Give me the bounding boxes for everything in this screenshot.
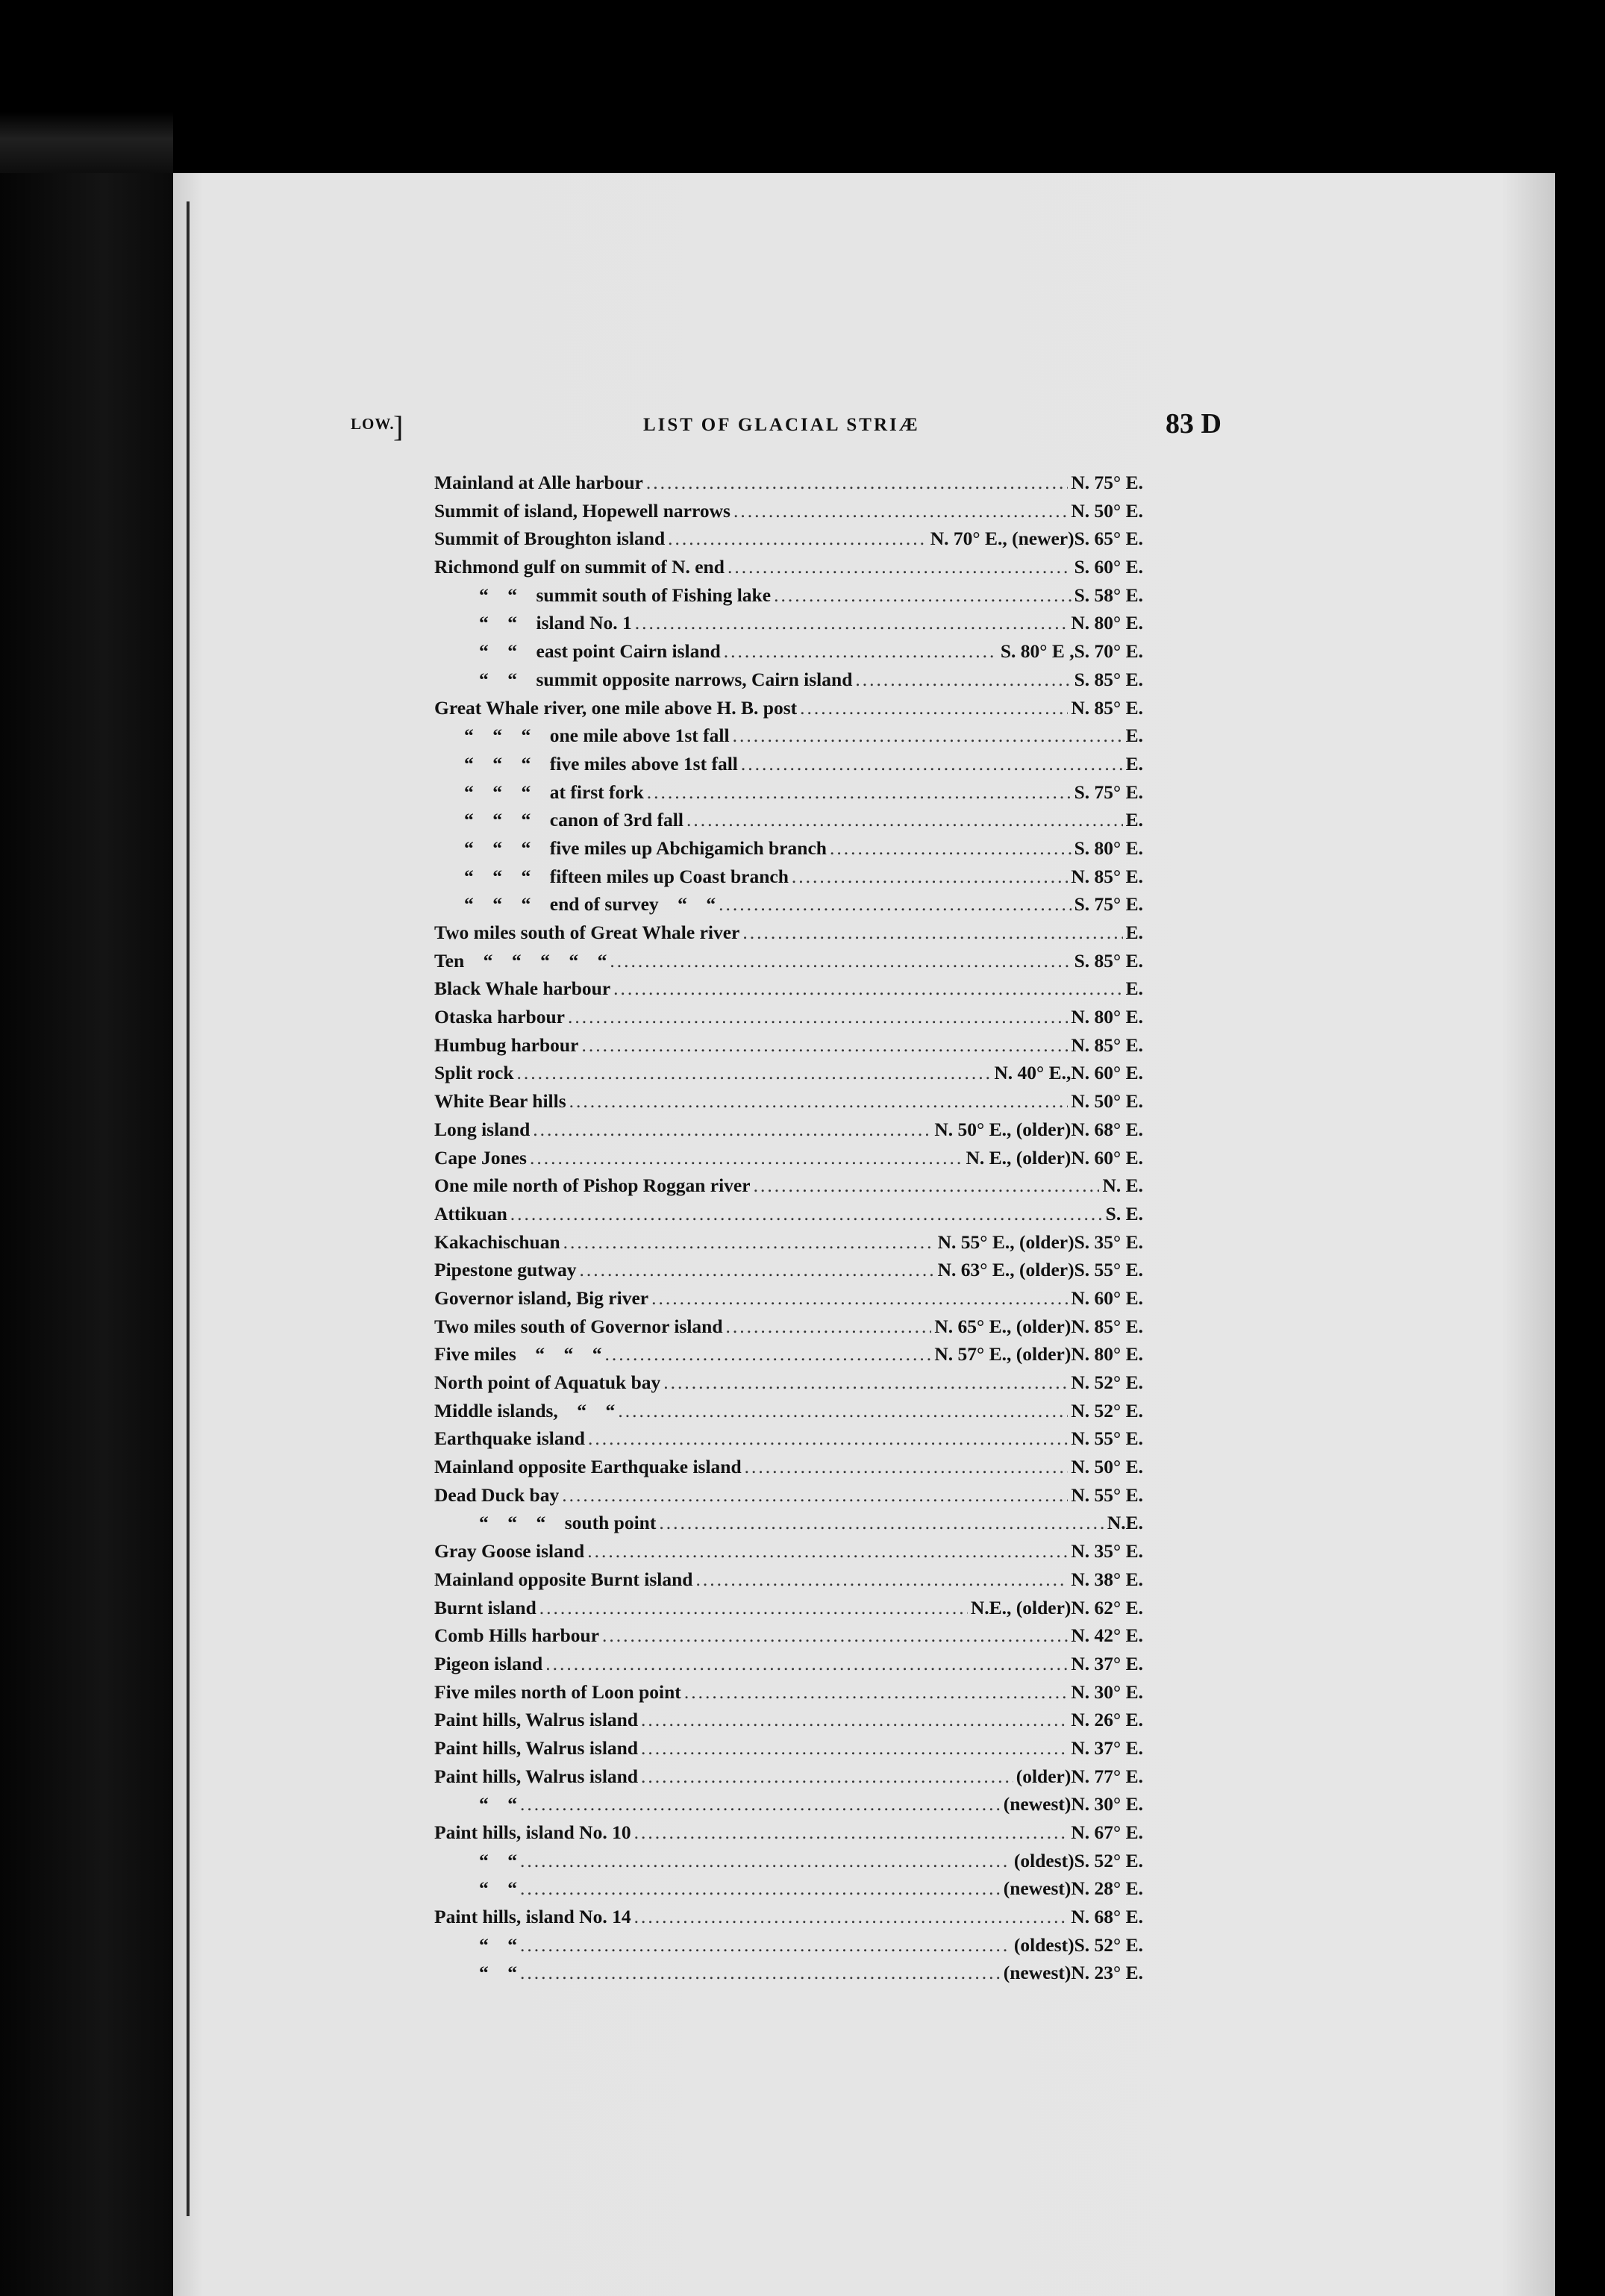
striae-bearing: E. bbox=[1125, 977, 1143, 1000]
list-item bbox=[434, 1959, 1143, 1987]
striae-bearing: N. 26° E. bbox=[1071, 1709, 1143, 1731]
list-item bbox=[434, 1762, 1143, 1791]
leader-dots bbox=[545, 1650, 1068, 1678]
leader-dots bbox=[792, 863, 1068, 891]
striae-bearing: N. 67° E. bbox=[1071, 1821, 1143, 1843]
location-label: Otaska harbour bbox=[434, 1006, 565, 1028]
striae-bearing: N. 30° E. bbox=[1071, 1793, 1143, 1815]
location-label: Mainland opposite Burnt island bbox=[434, 1568, 693, 1590]
location-label: “ “ bbox=[479, 1933, 517, 1956]
leader-dots bbox=[774, 581, 1071, 610]
leader-dots bbox=[724, 637, 998, 666]
leader-dots bbox=[733, 722, 1123, 750]
striae-bearing: N. E. bbox=[1102, 1174, 1143, 1197]
leader-dots bbox=[830, 834, 1071, 863]
scan-shadow bbox=[0, 112, 173, 179]
location-label: Paint hills, Walrus island bbox=[434, 1765, 639, 1787]
location-label: “ “ bbox=[479, 1793, 517, 1815]
location-label: Kakachischuan bbox=[434, 1230, 560, 1253]
list-item bbox=[434, 1228, 1143, 1257]
leader-dots bbox=[587, 1537, 1068, 1565]
secondary-bearing: (newest) bbox=[1003, 1877, 1071, 1900]
location-label: Earthquake island bbox=[434, 1427, 585, 1450]
striae-bearing: S. 70° E. bbox=[1074, 640, 1143, 663]
location-label: Ten “ “ “ “ “ bbox=[434, 949, 607, 972]
page-title: LIST OF GLACIAL STRIÆ bbox=[643, 415, 920, 435]
striae-bearing: N. 85° E. bbox=[1071, 1315, 1143, 1337]
location-label: Humbug harbour bbox=[434, 1033, 579, 1056]
striae-bearing: N. 50° E. bbox=[1071, 499, 1143, 522]
striae-bearing: S. 65° E. bbox=[1074, 528, 1143, 550]
leader-dots bbox=[641, 1734, 1068, 1762]
leader-dots bbox=[533, 1116, 931, 1144]
leader-dots bbox=[741, 750, 1123, 778]
list-item bbox=[434, 947, 1143, 975]
scan-gutter-right bbox=[1555, 173, 1605, 2296]
striae-bearing: N. 38° E. bbox=[1071, 1568, 1143, 1590]
location-label: “ “ bbox=[479, 1962, 517, 1984]
secondary-bearing: N. 65° E., (older) bbox=[934, 1315, 1071, 1337]
location-label: Gray Goose island bbox=[434, 1540, 585, 1563]
leader-dots bbox=[517, 1059, 992, 1087]
striae-bearing: E. bbox=[1125, 752, 1143, 775]
striae-bearing: N. 52° E. bbox=[1071, 1399, 1143, 1421]
list-item bbox=[434, 525, 1143, 553]
secondary-bearing: N. E., (older) bbox=[966, 1146, 1071, 1169]
list-item bbox=[434, 1003, 1143, 1031]
location-label: “ “ “ south point bbox=[479, 1512, 657, 1534]
secondary-bearing: (older) bbox=[1016, 1765, 1071, 1787]
leader-dots bbox=[520, 1790, 1001, 1818]
striae-bearing: N. 85° E. bbox=[1071, 865, 1143, 887]
list-item bbox=[434, 1059, 1143, 1087]
striae-bearing: N. 55° E. bbox=[1071, 1483, 1143, 1506]
list-item bbox=[434, 1368, 1143, 1397]
leader-dots bbox=[726, 1313, 932, 1341]
leader-dots bbox=[745, 1453, 1069, 1481]
leader-dots bbox=[668, 525, 927, 553]
striae-bearing: S. 55° E. bbox=[1074, 1259, 1143, 1281]
striae-bearing: N. 80° E. bbox=[1071, 612, 1143, 634]
striae-bearing: N. 68° E. bbox=[1071, 1118, 1143, 1140]
location-label: Paint hills, island No. 10 bbox=[434, 1821, 631, 1843]
list-item bbox=[434, 1678, 1143, 1707]
striae-bearing: S. 52° E. bbox=[1074, 1849, 1143, 1871]
leader-dots bbox=[663, 1368, 1068, 1397]
list-item bbox=[434, 722, 1143, 750]
list-item bbox=[434, 890, 1143, 919]
location-label: Paint hills, island No. 14 bbox=[434, 1906, 631, 1928]
leader-dots bbox=[568, 1003, 1068, 1031]
location-label: Middle islands, “ “ bbox=[434, 1399, 616, 1421]
location-label: Paint hills, Walrus island bbox=[434, 1709, 639, 1731]
leader-dots bbox=[719, 890, 1071, 919]
secondary-bearing: N. 63° E., (older) bbox=[937, 1259, 1074, 1281]
location-label: “ “ “ one mile above 1st fall bbox=[464, 725, 730, 747]
leader-dots bbox=[754, 1172, 1100, 1200]
list-item bbox=[434, 553, 1143, 581]
striae-bearing: N. 80° E. bbox=[1071, 1006, 1143, 1028]
striae-bearing: N. 60° E. bbox=[1071, 1286, 1143, 1309]
list-item bbox=[434, 1874, 1143, 1903]
list-item bbox=[434, 1537, 1143, 1565]
striae-list bbox=[434, 469, 1143, 1987]
running-head-left: LOW. bbox=[351, 415, 395, 433]
striae-bearing: N. 75° E. bbox=[1071, 472, 1143, 493]
striae-bearing: E. bbox=[1125, 922, 1143, 943]
leader-dots bbox=[569, 1087, 1069, 1116]
striae-bearing: S. 75° E. bbox=[1074, 893, 1143, 916]
list-item bbox=[434, 1847, 1143, 1875]
scan-gutter-left bbox=[0, 173, 173, 2296]
leader-dots bbox=[635, 609, 1069, 637]
leader-dots bbox=[563, 1228, 935, 1257]
location-label: Pigeon island bbox=[434, 1652, 543, 1674]
list-item bbox=[434, 1031, 1143, 1060]
leader-dots bbox=[520, 1874, 1001, 1903]
leader-dots bbox=[562, 1481, 1068, 1510]
striae-bearing: N. 85° E. bbox=[1071, 1033, 1143, 1056]
location-label: “ “ “ five miles above 1st fall bbox=[464, 752, 738, 775]
location-label: “ “ island No. 1 bbox=[479, 612, 632, 634]
secondary-bearing: (oldest) bbox=[1013, 1849, 1074, 1871]
location-label: Five miles north of Loon point bbox=[434, 1680, 681, 1703]
secondary-bearing: N. 70° E., (newer) bbox=[930, 528, 1074, 550]
leader-dots bbox=[695, 1565, 1068, 1594]
striae-bearing: N. 35° E. bbox=[1071, 1540, 1143, 1563]
leader-dots bbox=[588, 1424, 1068, 1453]
list-item bbox=[434, 581, 1143, 610]
striae-bearing: N. 77° E. bbox=[1071, 1765, 1143, 1787]
location-label: “ “ “ five miles up Abchigamich branch bbox=[464, 836, 827, 859]
leader-dots bbox=[742, 919, 1122, 947]
page-edge-line bbox=[187, 201, 190, 2216]
secondary-bearing: (oldest) bbox=[1013, 1933, 1074, 1956]
list-item bbox=[434, 469, 1143, 497]
location-label: Cape Jones bbox=[434, 1146, 527, 1169]
location-label: “ “ bbox=[479, 1877, 517, 1900]
leader-dots bbox=[686, 806, 1123, 834]
striae-bearing: S. E. bbox=[1105, 1202, 1143, 1224]
leader-dots bbox=[605, 1340, 932, 1368]
leader-dots bbox=[733, 497, 1068, 525]
leader-dots bbox=[800, 694, 1068, 722]
list-item bbox=[434, 1734, 1143, 1762]
striae-bearing: S. 85° E. bbox=[1074, 668, 1143, 690]
list-item bbox=[434, 497, 1143, 525]
striae-bearing: N. 37° E. bbox=[1071, 1652, 1143, 1674]
location-label: Two miles south of Governor island bbox=[434, 1315, 723, 1337]
location-label: Pipestone gutway bbox=[434, 1259, 577, 1281]
striae-bearing: N. 85° E. bbox=[1071, 696, 1143, 719]
location-label: Attikuan bbox=[434, 1202, 507, 1224]
location-label: Governor island, Big river bbox=[434, 1286, 649, 1309]
location-label: Split rock bbox=[434, 1062, 514, 1084]
list-item bbox=[434, 806, 1143, 834]
list-item bbox=[434, 1313, 1143, 1341]
striae-bearing: E. bbox=[1125, 809, 1143, 831]
striae-bearing: S. 35° E. bbox=[1074, 1230, 1143, 1253]
leader-dots bbox=[651, 1284, 1068, 1313]
striae-bearing: N. 23° E. bbox=[1071, 1962, 1143, 1984]
striae-bearing: S. 60° E. bbox=[1074, 556, 1143, 578]
striae-bearing: N. 60° E. bbox=[1071, 1062, 1143, 1084]
list-item bbox=[434, 778, 1143, 807]
location-label: “ “ “ canon of 3rd fall bbox=[464, 809, 683, 831]
list-item bbox=[434, 750, 1143, 778]
list-item bbox=[434, 1706, 1143, 1734]
leader-dots bbox=[641, 1762, 1013, 1791]
list-item bbox=[434, 975, 1143, 1003]
list-item bbox=[434, 1256, 1143, 1284]
leader-dots bbox=[646, 469, 1069, 497]
list-item bbox=[434, 1340, 1143, 1368]
list-item bbox=[434, 1650, 1143, 1678]
leader-dots bbox=[659, 1509, 1104, 1537]
leader-dots bbox=[618, 1397, 1068, 1425]
list-item bbox=[434, 1509, 1143, 1537]
striae-bearing: N. 68° E. bbox=[1071, 1906, 1143, 1928]
list-item bbox=[434, 1565, 1143, 1594]
list-item bbox=[434, 1594, 1143, 1622]
location-label: Five miles “ “ “ bbox=[434, 1343, 602, 1366]
leader-dots bbox=[647, 778, 1071, 807]
location-label: “ “ “ end of survey “ “ bbox=[464, 893, 716, 916]
leader-dots bbox=[728, 553, 1071, 581]
list-item bbox=[434, 1284, 1143, 1313]
leader-dots bbox=[520, 1847, 1011, 1875]
leader-dots bbox=[520, 1931, 1011, 1959]
location-label: Summit of island, Hopewell narrows bbox=[434, 499, 730, 522]
list-item bbox=[434, 919, 1143, 947]
list-item bbox=[434, 666, 1143, 694]
location-label: One mile north of Pishop Roggan river bbox=[434, 1174, 751, 1197]
list-item bbox=[434, 1481, 1143, 1510]
striae-bearing: N. 60° E. bbox=[1071, 1146, 1143, 1169]
location-label: North point of Aquatuk bay bbox=[434, 1371, 661, 1393]
striae-bearing: N. 52° E. bbox=[1071, 1371, 1143, 1393]
striae-bearing: N. 50° E. bbox=[1071, 1456, 1143, 1478]
list-item bbox=[434, 1200, 1143, 1228]
list-item bbox=[434, 1172, 1143, 1200]
leader-dots bbox=[641, 1706, 1068, 1734]
location-label: Black Whale harbour bbox=[434, 977, 611, 1000]
list-item bbox=[434, 609, 1143, 637]
leader-dots bbox=[510, 1200, 1103, 1228]
location-label: White Bear hills bbox=[434, 1090, 566, 1113]
location-label: “ “ east point Cairn island bbox=[479, 640, 721, 663]
location-label: Comb Hills harbour bbox=[434, 1624, 600, 1647]
list-item bbox=[434, 694, 1143, 722]
striae-bearing: N. 50° E. bbox=[1071, 1090, 1143, 1113]
location-label: “ “ “ at first fork bbox=[464, 781, 644, 803]
list-item bbox=[434, 1116, 1143, 1144]
leader-dots bbox=[610, 947, 1071, 975]
secondary-bearing: (newest) bbox=[1003, 1962, 1071, 1984]
leader-dots bbox=[602, 1621, 1068, 1650]
location-label: Long island bbox=[434, 1118, 531, 1140]
list-item bbox=[434, 1790, 1143, 1818]
striae-bearing: N. 28° E. bbox=[1071, 1877, 1143, 1900]
secondary-bearing: N. 57° E., (older) bbox=[934, 1343, 1071, 1366]
secondary-bearing: N. 40° E., bbox=[994, 1062, 1071, 1084]
striae-bearing: N. 80° E. bbox=[1071, 1343, 1143, 1366]
leader-dots bbox=[634, 1903, 1069, 1931]
location-label: “ “ summit opposite narrows, Cairn island bbox=[479, 668, 853, 690]
page-header bbox=[173, 410, 1555, 455]
striae-bearing: S. 58° E. bbox=[1074, 584, 1143, 606]
leader-dots bbox=[520, 1959, 1001, 1987]
striae-bearing: N. 37° E. bbox=[1071, 1736, 1143, 1759]
list-item bbox=[434, 1087, 1143, 1116]
striae-bearing: N. 55° E. bbox=[1071, 1427, 1143, 1450]
list-item bbox=[434, 1453, 1143, 1481]
location-label: Burnt island bbox=[434, 1596, 536, 1618]
striae-bearing: N.E. bbox=[1107, 1512, 1143, 1534]
striae-bearing: N. 42° E. bbox=[1071, 1624, 1143, 1647]
leader-dots bbox=[855, 666, 1071, 694]
leader-dots bbox=[684, 1678, 1069, 1707]
list-item bbox=[434, 863, 1143, 891]
location-label: Paint hills, Walrus island bbox=[434, 1736, 639, 1759]
location-label: Mainland opposite Earthquake island bbox=[434, 1456, 742, 1478]
location-label: Great Whale river, one mile above H. B. post bbox=[434, 696, 798, 719]
page-number: 83 D bbox=[1166, 408, 1221, 440]
location-label: Mainland at Alle harbour bbox=[434, 472, 643, 493]
location-label: Richmond gulf on summit of N. end bbox=[434, 556, 725, 578]
secondary-bearing: S. 80° E , bbox=[1000, 640, 1074, 663]
list-item bbox=[434, 1903, 1143, 1931]
striae-bearing: S. 75° E. bbox=[1074, 781, 1143, 803]
leader-dots bbox=[581, 1031, 1068, 1060]
location-label: Dead Duck bay bbox=[434, 1483, 560, 1506]
list-item bbox=[434, 834, 1143, 863]
leader-dots bbox=[613, 975, 1122, 1003]
striae-bearing: S. 52° E. bbox=[1074, 1933, 1143, 1956]
list-item bbox=[434, 1424, 1143, 1453]
location-label: “ “ summit south of Fishing lake bbox=[479, 584, 772, 606]
secondary-bearing: N. 55° E., (older) bbox=[937, 1230, 1074, 1253]
location-label: Two miles south of Great Whale river bbox=[434, 922, 740, 943]
secondary-bearing: (newest) bbox=[1003, 1793, 1071, 1815]
striae-bearing: S. 80° E. bbox=[1074, 836, 1143, 859]
list-item bbox=[434, 637, 1143, 666]
leader-dots bbox=[580, 1256, 935, 1284]
striae-bearing: E. bbox=[1125, 725, 1143, 747]
running-head-bracket: ] bbox=[393, 410, 404, 443]
location-label: “ “ bbox=[479, 1849, 517, 1871]
leader-dots bbox=[634, 1818, 1069, 1847]
leader-dots bbox=[530, 1144, 963, 1172]
secondary-bearing: N.E., (older) bbox=[970, 1596, 1071, 1618]
location-label: “ “ “ fifteen miles up Coast branch bbox=[464, 865, 789, 887]
striae-bearing: S. 85° E. bbox=[1074, 949, 1143, 972]
list-item bbox=[434, 1144, 1143, 1172]
striae-bearing: N. 62° E. bbox=[1071, 1596, 1143, 1618]
leader-dots bbox=[539, 1594, 968, 1622]
striae-bearing: N. 30° E. bbox=[1071, 1680, 1143, 1703]
list-item bbox=[434, 1397, 1143, 1425]
location-label: Summit of Broughton island bbox=[434, 528, 666, 550]
list-item bbox=[434, 1818, 1143, 1847]
secondary-bearing: N. 50° E., (older) bbox=[934, 1118, 1071, 1140]
list-item bbox=[434, 1621, 1143, 1650]
list-item bbox=[434, 1931, 1143, 1959]
